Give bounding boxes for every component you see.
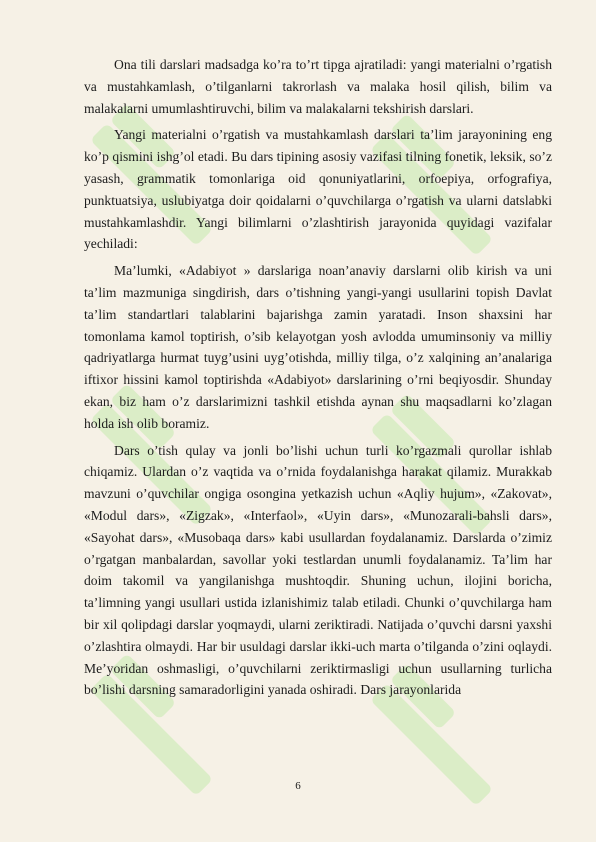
paragraph: Dars o’tish qulay va jonli bo’lishi uchun turli ko’rgazmali qurollar ishlab chiqamiz. Ulardan o’z vaqtida va o’rnida foydalanishga harakat qilamiz. Murakkab mavzuni o’quvchilar ongiga osongina yetkazish uchun «Aqliy hujum», «Zakovat», «Modul dars», «Zigzak», «Interfaol», «Uyin dars», «Munozarali-bahsli dars», «Sayohat dars», «Musobaqa dars» kabi usullardan foydalanamiz. Darslarda o’zimiz o’rgatgan manbalardan, savollar yoki testlardan unumli foydalanamiz. Ta’lim har doim takomil va yangilanishga mushtoqdir. Shuning uchun, ilojini boricha, ta’limning yangi usullari ustida izlanishimiz talab etiladi. Chunki o’quvchilarga ham bir xil qolipdagi darslar yoqmaydi, ularni zeriktiradi. Natijada o’quvchi darsni yaxshi o’zlashtira olmaydi. Har bir usuldagi darslar ikki-uch marta o’tilganda o’zini oqlaydi. Me’yoridan oshmasligi, o’quvchilarni zeriktirmasligi uchun usullarning turlicha bo’lishi darsning samaradorligini yanada oshiradi. Dars jarayonlarida [84,442,552,698]
document-body [84,54,552,706]
paragraph: Yangi materialni o’rgatish va mustahkamlash darslari ta’lim jarayonining eng ko’p qismini ishg’ol etadi. Bu dars tipining asosiy vazifasi tilning fonetik, leksik, so’z yasash, grammatik tomonlariga oid qonuniyatlarini, orfoepiya, orfografiya, punktuatsiya, uslubiyatga doir qoidalarni o’quvchilarga o’rgatish va ularni datslabki mustahkamlashdir. Yangi bilimlarni o’zlashtirish jarayonida quyidagi vazifalar yechiladi: [84,127,552,252]
paragraph: Ona tili darslari madsadga ko’ra to’rt tipga ajratiladi: yangi materialni o’rgatish va mustahkamlash, o’tilganlarni takrorlash va malaka hosil qilish, bilim va malakalarni umumlashtiruvchi, bilim va malakalarni tekshirish darslari. [84,57,552,116]
paragraph: Ma’lumki, «Adabiyot » darslariga noan’anaviy darslarni olib kirish va uni ta’lim mazmuniga singdirish, dars o’tishning yangi-yangi usullarini topish Davlat ta’lim standartlari talablarini bajarishga zamin yaratadi. Inson shaxsini har tomonlama kamol toptirish, o’sib kelayotgan yosh avlodda umuminsoniy va milliy qadriyatlarga hurmat tuyg’usini uyg’otishda, milliy tilga, o’z xalqining an’analariga iftixor hissini kamol toptirishda «Adabiyot» darslarining o’rni beqiyosdir. Shunday ekan, biz ham o’z darslarimizni tashkil etishda aynan shu maqsadlarni ko’zlagan holda ish olib boramiz. [84,263,552,431]
page-number: 6 [295,780,301,792]
